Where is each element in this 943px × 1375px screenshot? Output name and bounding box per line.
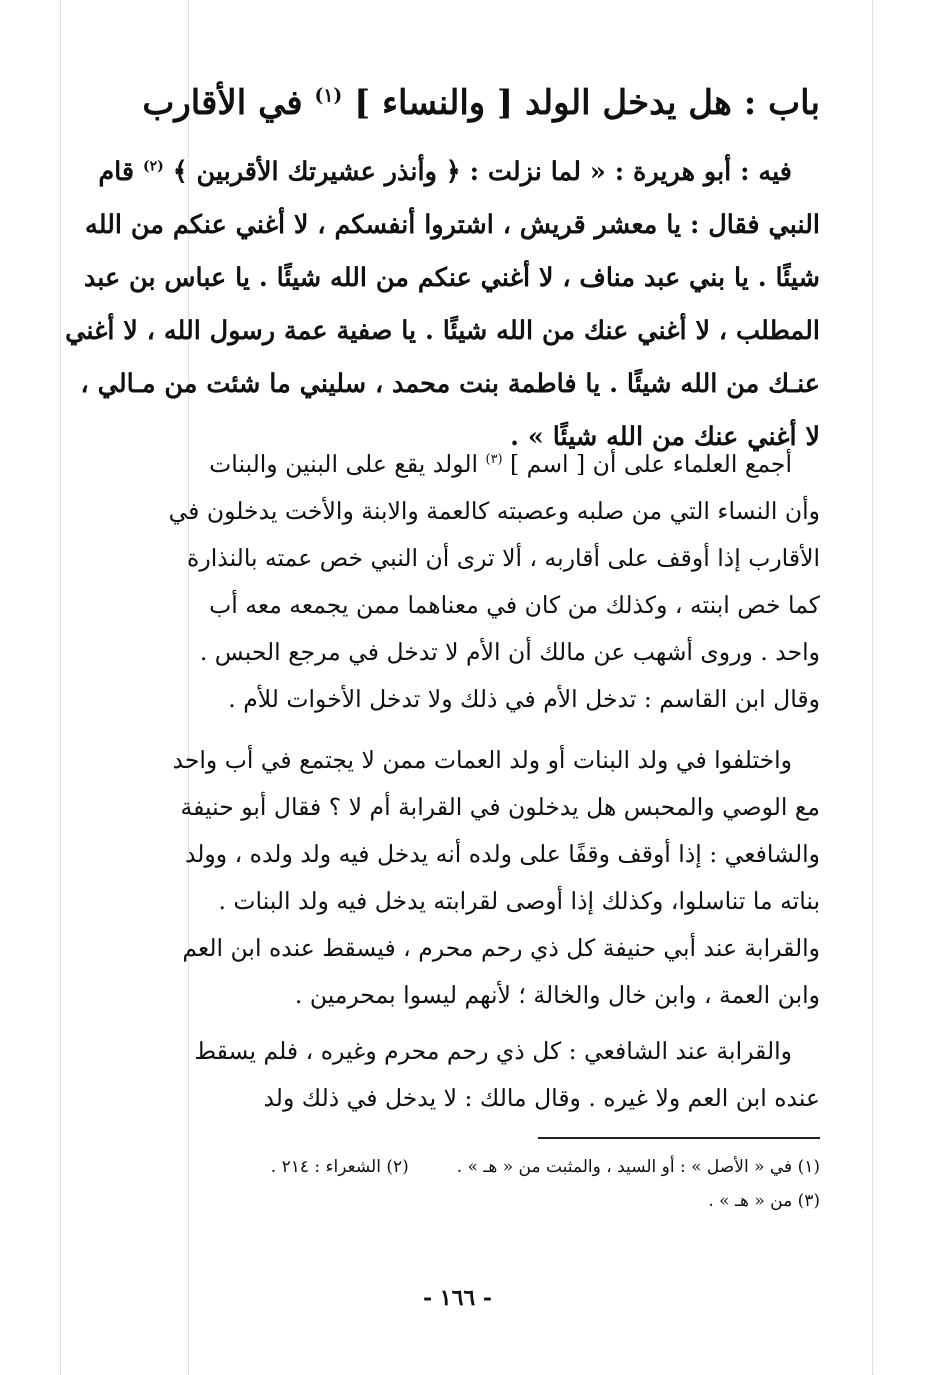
text-segment: قام — [98, 157, 135, 187]
text-line — [80, 358, 820, 411]
text-segment: واحد . وروى أشهب عن مالك أن الأم لا تدخل في مرجع الحبس . — [199, 638, 820, 666]
text-segment: النبي فقال : يا معشر قريش ، اشتروا أنفسكم ، لا أغني عنكم من الله — [85, 210, 820, 240]
text-segment: شيئًا . يا بني عبد مناف ، لا أغني عنكم من الله شيئًا . يا عباس بن عبد — [83, 263, 820, 293]
text-segment: وأن النساء التي من صلبه وعصبته كالعمة والابنة والأخت يدخلون في — [168, 497, 820, 525]
text-line — [128, 441, 820, 488]
scan-artifact-line — [872, 0, 873, 1375]
text-segment: لا أغني عنك من الله شيئًا » . — [510, 422, 820, 452]
text-segment: أجمع العلماء على أن [ اسم ] — [510, 450, 792, 478]
text-line — [65, 305, 820, 358]
footnote-row — [150, 1150, 820, 1184]
text-line — [128, 629, 820, 676]
text-line — [128, 582, 820, 629]
text-segment: مع الوصي والمحبس هل يدخلون في القرابة أم لا ؟ فقال أبو حنيفة — [180, 793, 820, 821]
text-line — [128, 831, 820, 878]
text-segment: والقرابة عند الشافعي : كل ذي رحم محرم وغيره ، فلم يسقط — [194, 1037, 792, 1065]
paragraph-shafii — [128, 1028, 820, 1122]
footnote-3: (٣) من « هـ » . — [708, 1191, 820, 1211]
text-segment: واختلفوا في ولد البنات أو ولد العمات ممن لا يجتمع في أب واحد — [172, 746, 792, 774]
footnote-ref: (٣) — [485, 452, 503, 468]
text-line — [98, 146, 820, 199]
footnote-ref: (١) — [314, 84, 343, 107]
text-line — [128, 488, 820, 535]
footnote-row — [150, 1184, 820, 1218]
paragraph-disagreement — [128, 737, 820, 1019]
text-segment: المطلب ، لا أغني عنك من الله شيئًا . يا صفية عمة رسول الله ، لا أغني — [65, 316, 820, 346]
text-line — [83, 252, 820, 305]
text-segment: وقال ابن القاسم : تدخل الأم في ذلك ولا تدخل الأخوات للأم . — [228, 685, 820, 713]
hadith-paragraph — [65, 146, 820, 464]
text-segment: والقرابة عند أبي حنيفة كل ذي رحم محرم ، فيسقط عنده ابن العم — [182, 934, 820, 962]
paragraph-consensus — [128, 441, 820, 723]
footnote-ref: (٢) — [143, 158, 164, 175]
footnote-separator — [538, 1137, 820, 1139]
text-line — [128, 784, 820, 831]
text-line — [128, 878, 820, 925]
footnote-1: (١) في « الأصل » : أو السيد ، والمثبت من « هـ » . — [456, 1157, 820, 1177]
chapter-title-text: باب : هل يدخل الولد [ والنساء ] — [354, 83, 820, 123]
text-line — [128, 1028, 820, 1075]
text-line — [128, 676, 820, 723]
text-segment: الولد يقع على البنين والبنات — [209, 450, 479, 478]
text-line — [128, 535, 820, 582]
chapter-title — [142, 76, 820, 130]
footnotes — [150, 1150, 820, 1218]
footnote-2: (٢) الشعراء : ٢١٤ . — [270, 1157, 409, 1177]
text-segment: عنده ابن العم ولا غيره . وقال مالك : لا يدخل في ذلك ولد — [263, 1084, 820, 1112]
text-segment: فيه : أبو هريرة : « لما نزلت : ﴿ وأنذر عشيرتك الأقربين ﴾ — [172, 157, 792, 187]
text-segment: والشافعي : إذا أوقف وقفًا على ولده أنه يدخل فيه ولد ولده ، وولد — [184, 840, 820, 868]
text-segment: كما خص ابنته ، وكذلك من كان في معناهما ممن يجمعه معه أب — [209, 591, 820, 619]
scan-artifact-line — [60, 0, 61, 1375]
text-line — [128, 737, 820, 784]
text-line — [128, 925, 820, 972]
text-segment: عنـك من الله شيئًا . يا فاطمة بنت محمد ، سليني ما شئت من مـالي ، — [80, 369, 820, 399]
text-line — [85, 199, 820, 252]
page-number: - ١٦٦ - — [422, 1285, 493, 1311]
text-segment: بناته ما تناسلوا، وكذلك إذا أوصى لقرابته يدخل فيه ولد البنات . — [218, 887, 820, 915]
text-segment: وابن العمة ، وابن خال والخالة ؛ لأنهم ليسوا بمحرمين . — [294, 981, 820, 1009]
text-line — [128, 1075, 820, 1122]
text-segment: الأقارب إذا أوقف على أقاربه ، ألا ترى أن النبي خص عمته بالنذارة — [187, 544, 820, 572]
chapter-title-tail: في الأقارب — [142, 83, 303, 123]
text-line — [128, 972, 820, 1019]
